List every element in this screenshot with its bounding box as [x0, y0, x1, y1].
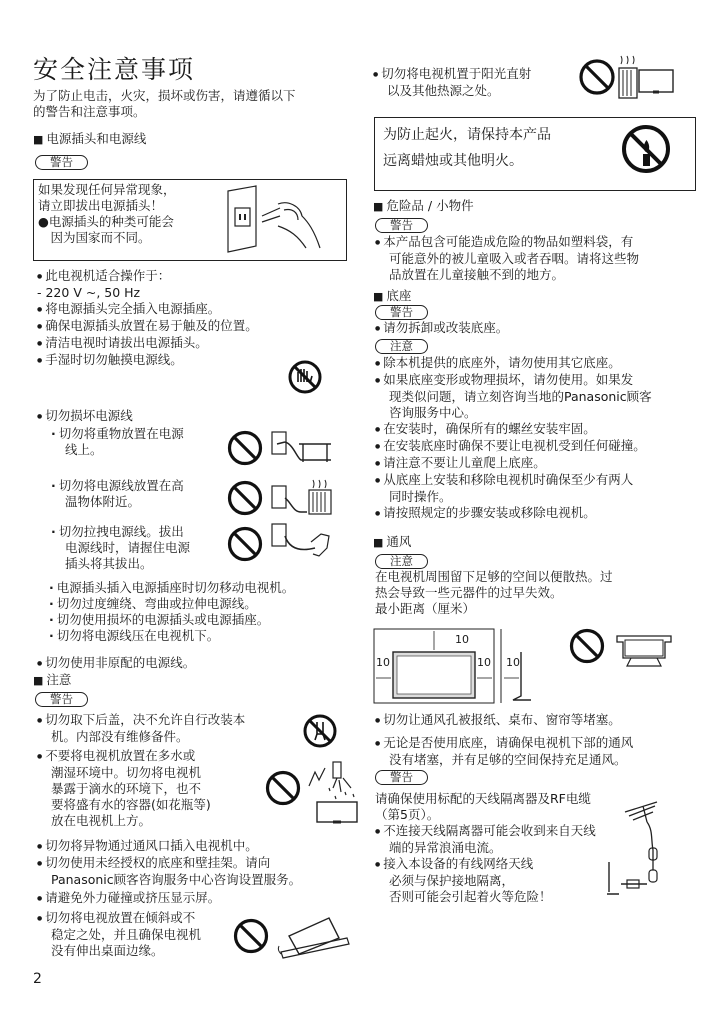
warning-badge: 警告 [375, 770, 428, 785]
damage-line: · 切勿将重物放置在电源 [51, 426, 184, 442]
dim-right-label: 10 [477, 656, 491, 669]
voltage-spec: - 220 V ~, 50 Hz [37, 285, 141, 300]
sun-warning [373, 66, 531, 99]
page-title: 安全注意事项 [33, 55, 196, 84]
vent-item: 没有堵塞，并有足够的空间保持充足通风。 [389, 752, 627, 767]
stand-item: 现类似问题，请立刻咨询当地的Panasonic顾客 [389, 389, 652, 404]
antenna-line: （第5页）。 [375, 807, 440, 822]
damage-line: 电源线时，请握住电源 [65, 540, 191, 555]
heater-near-tv-icon [617, 54, 677, 104]
stand-warning-item: ● 请勿拆卸或改装底座。 [375, 320, 508, 337]
antenna-bullet: 否则可能会引起着火等危险！ [389, 889, 552, 904]
box-line: 请立即拔出电源插头！ [38, 198, 164, 213]
power-heading: ■ 电源插头和电源线 [33, 131, 146, 148]
caution-item-6 [37, 910, 201, 959]
box-line: ●电源插头的种类可能会 [38, 214, 174, 229]
caution-badge: 注意 [375, 339, 428, 354]
pulling-cord-icon [271, 522, 333, 562]
bullet-item: ● 确保电源插头放置在易于触及的位置。 [37, 318, 258, 335]
danger-heading: ■ 危险品 / 小物件 [373, 198, 474, 215]
prohibition-icon [265, 770, 301, 806]
no-candle-icon [621, 124, 671, 174]
caution-item-3: ● 切勿将异物通过通风口插入电视机中。 [37, 838, 258, 855]
caution-line: 暴露于滴水的环境下，也不 [51, 781, 202, 796]
caution-line: 机。内部没有维修备件。 [51, 729, 189, 744]
caution-line: ● 切勿使用未经授权的底座和壁挂架。请向 [37, 855, 301, 872]
power-bullets [37, 268, 258, 369]
water-on-tv-icon [303, 758, 363, 826]
damage-line: 温物体附近。 [65, 494, 141, 509]
cord-item: · 切勿使用损坏的电源插头或电源插座。 [49, 612, 294, 628]
vent-heading: ■ 通风 [373, 534, 411, 551]
antenna-bullet: ● 不连接天线隔离器可能会收到来自天线 [375, 823, 596, 840]
caution-item-1 [37, 712, 245, 745]
stand-item: ● 在安装时，确保所有的螺丝安装牢固。 [375, 421, 652, 438]
vent-line: 热会导致一些元器件的过早失效。 [375, 585, 563, 600]
stand-heading: ■ 底座 [373, 288, 411, 305]
cord-item: · 切勿过度缠绕、弯曲或拉伸电源线。 [49, 596, 294, 612]
vent-items [375, 712, 633, 768]
stand-item: 咨询服务中心。 [389, 405, 477, 420]
vent-item: ● 切勿让通风孔被报纸、桌布、窗帘等堵塞。 [375, 712, 633, 729]
tilted-tv-icon [277, 912, 353, 962]
stand-item: ● 从底座上安装和移除电视机时确保至少有两人 [375, 472, 652, 489]
damage-item-3 [43, 524, 190, 572]
bullet-item: ● 清洁电视时请拔出电源插头。 [37, 335, 258, 352]
damage-line: · 切勿将电源线放置在高 [51, 478, 184, 494]
intro-line: 为了防止电击，火灾，损坏或伤害，请遵循以下 [33, 88, 296, 103]
danger-line: ● 本产品包含可能造成危险的物品如塑料袋，有 [375, 234, 639, 251]
caution-line: ● 切勿将电视放置在倾斜或不 [37, 910, 201, 927]
prohibition-icon [227, 526, 263, 562]
warning-badge: 警告 [375, 305, 428, 320]
damage-heading: ● 切勿损坏电源线 [37, 408, 133, 425]
intro-line: 的警告和注意事项。 [33, 104, 146, 119]
cord-item: · 切勿将电源线压在电视机下。 [49, 628, 294, 644]
page-number: 2 [33, 971, 42, 987]
vent-line: 在电视机周围留下足够的空间以便散热。过 [375, 569, 613, 584]
stand-item: ● 如果底座变形或物理损坏，请勿使用。如果发 [375, 372, 652, 389]
caution-line: 没有伸出桌面边缘。 [51, 943, 164, 958]
stand-item: ● 请注意不要让儿童爬上底座。 [375, 455, 652, 472]
covered-tv-icon [613, 626, 677, 670]
stand-item: ● 在安装底座时确保不要让电视机受到任何碰撞。 [375, 438, 652, 455]
box-line: 如果发现任何异常现象， [38, 182, 176, 197]
prohibition-icon [227, 480, 263, 516]
intro-text [33, 88, 296, 120]
caution-line: 放在电视机上方。 [51, 813, 152, 828]
danger-text [375, 234, 639, 283]
stand-item: 同时操作。 [389, 489, 452, 504]
more-cord-items [49, 580, 294, 644]
cord-item: · 电源插头插入电源插座时切勿移动电视机。 [49, 580, 294, 596]
warning-badge: 警告 [35, 155, 88, 170]
danger-line: 可能意外的被儿童吸入或者吞咽。请将这些物 [389, 251, 640, 266]
stand-item: ● 除本机提供的底座外，请勿使用其它底座。 [375, 355, 652, 372]
antenna-bullet: ● 接入本设备的有线网络天线 [375, 856, 596, 873]
cord-near-heater-icon [271, 478, 333, 516]
caution-line: ● 切勿取下后盖，决不允许自行改装本 [37, 712, 245, 729]
cord-under-weight-icon [271, 430, 333, 466]
prohibition-icon [227, 430, 263, 466]
fire-line: 远离蜡烛或其他明火。 [383, 153, 523, 169]
damage-line: · 切勿拉拽电源线。拔出 [51, 524, 190, 540]
caution-item-2 [37, 748, 211, 829]
vent-item: ● 无论是否使用底座，请确保电视机下部的通风 [375, 735, 633, 752]
antenna-bullet: 必须与保护接地隔离， [389, 873, 515, 888]
dim-left-label: 10 [376, 656, 390, 669]
stand-caution-list [375, 355, 652, 522]
antenna-isolator-icon [607, 800, 677, 900]
bullet-item: ● 将电源插头完全插入电源插座。 [37, 301, 258, 318]
caution-line: 稳定之处，并且确保电视机 [51, 927, 202, 942]
damage-item-2 [43, 478, 184, 510]
caution-line: Panasonic顾客咨询服务中心咨询设置服务。 [51, 872, 302, 887]
vent-text [375, 569, 613, 617]
stand-item: ● 请按照规定的步骤安装或移除电视机。 [375, 505, 652, 522]
fire-line: 为防止起火，请保持本产品 [383, 127, 551, 143]
prohibition-icon [578, 58, 616, 96]
bullet-item: ● 此电视机适合操作于： [37, 268, 258, 285]
damage-item-1 [43, 426, 184, 458]
danger-line: 品放置在儿童接触不到的地方。 [389, 267, 565, 282]
prohibition-icon [233, 918, 269, 954]
caution-item-4 [37, 855, 301, 888]
original-cord-note: ● 切勿使用非原配的电源线。 [37, 655, 195, 672]
box-line: 因为国家而不同。 [38, 230, 151, 245]
dim-side-label: 10 [506, 656, 520, 669]
antenna-text [375, 791, 596, 905]
antenna-bullet: 端的异常浪涌电流。 [389, 840, 502, 855]
bullet-item: ● 手湿时切勿触摸电源线。 [37, 352, 258, 369]
no-disassembly-icon [303, 714, 337, 748]
caution-line: 潮湿环境中。切勿将电视机 [51, 765, 202, 780]
dim-top-label: 10 [455, 633, 469, 646]
no-wet-hands-icon [288, 360, 322, 394]
prohibition-icon [569, 628, 605, 664]
warning-badge: 警告 [35, 692, 88, 707]
caution-line: 要将盛有水的容器(如花瓶等) [51, 797, 211, 812]
sun-line: ● 切勿将电视机置于阳光直射 [373, 66, 531, 83]
antenna-line: 请确保使用标配的天线隔离器及RF电缆 [375, 791, 591, 806]
caution-badge: 注意 [375, 554, 428, 569]
sun-line: 以及其他热源之处。 [387, 83, 500, 98]
warning-badge: 警告 [375, 218, 428, 233]
damage-line: 插头将其拔出。 [65, 556, 153, 571]
damage-line: 线上。 [65, 442, 103, 457]
min-distance-label: 最小距离（厘米） [375, 601, 476, 616]
caution-heading: ■ 注意 [33, 672, 71, 689]
socket-plug-icon [228, 186, 328, 254]
caution-item-5: ● 请避免外力碰撞或挤压显示屏。 [37, 890, 220, 907]
caution-line: ● 不要将电视机放置在多水或 [37, 748, 211, 765]
